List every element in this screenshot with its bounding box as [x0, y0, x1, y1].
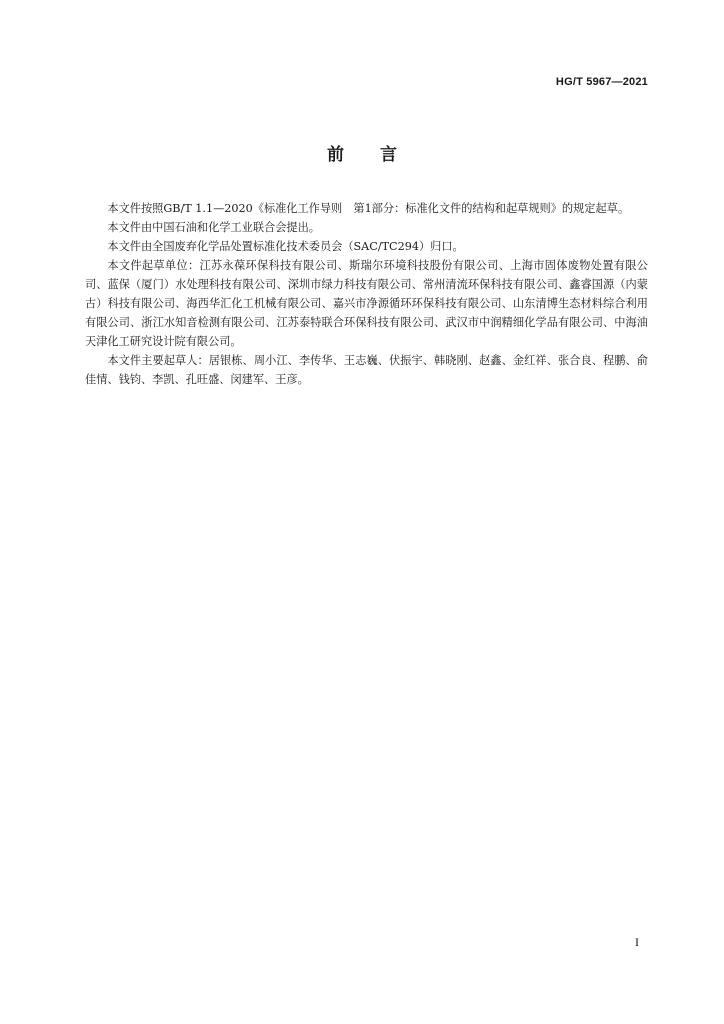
paragraph-administered-by: 本文件由全国废弃化学品处置标准化技术委员会（SAC/TC294）归口。 — [107, 240, 464, 253]
paragraph-drafters: 本文件主要起草人：居银栋、周小江、李传华、王志巍、伏振宇、韩晓刚、赵鑫、金红祥、张合良、程鹏、俞佳情、钱钧、李凯、孔旺盛、闵建军、王彦。 — [85, 354, 648, 386]
page-title: 前言 — [327, 145, 433, 165]
document-code: HG/T 5967—2021 — [555, 76, 648, 88]
paragraph-proposed-by: 本文件由中国石油和化学工业联合会提出。 — [107, 221, 320, 234]
foreword-body — [85, 199, 648, 389]
paragraph-drafting-units: 本文件起草单位：江苏永葆环保科技有限公司、斯瑞尔环境科技股份有限公司、上海市固体废物处置有限公司、蓝保（厦门）水处理科技有限公司、深圳市绿力科技有限公司、常州清流环保科技有限公司、鑫睿国源（内蒙古）科技有限公司、海西华汇化工机械有限公司、嘉兴市净源循环环保科技有限公司、山东清博生态材料综合利用有限公司、浙江水知音检测有限公司、江苏泰特联合环保科技有限公司、武汉市中润精细化学品有限公司、中海油天津化工研究设计院有限公司。 — [85, 259, 648, 348]
page-number: I — [635, 935, 639, 949]
paragraph-drafting-rules: 本文件按照GB/T 1.1—2020《标准化工作导则 第1部分：标准化文件的结构和起草规则》的规定起草。 — [107, 202, 630, 215]
